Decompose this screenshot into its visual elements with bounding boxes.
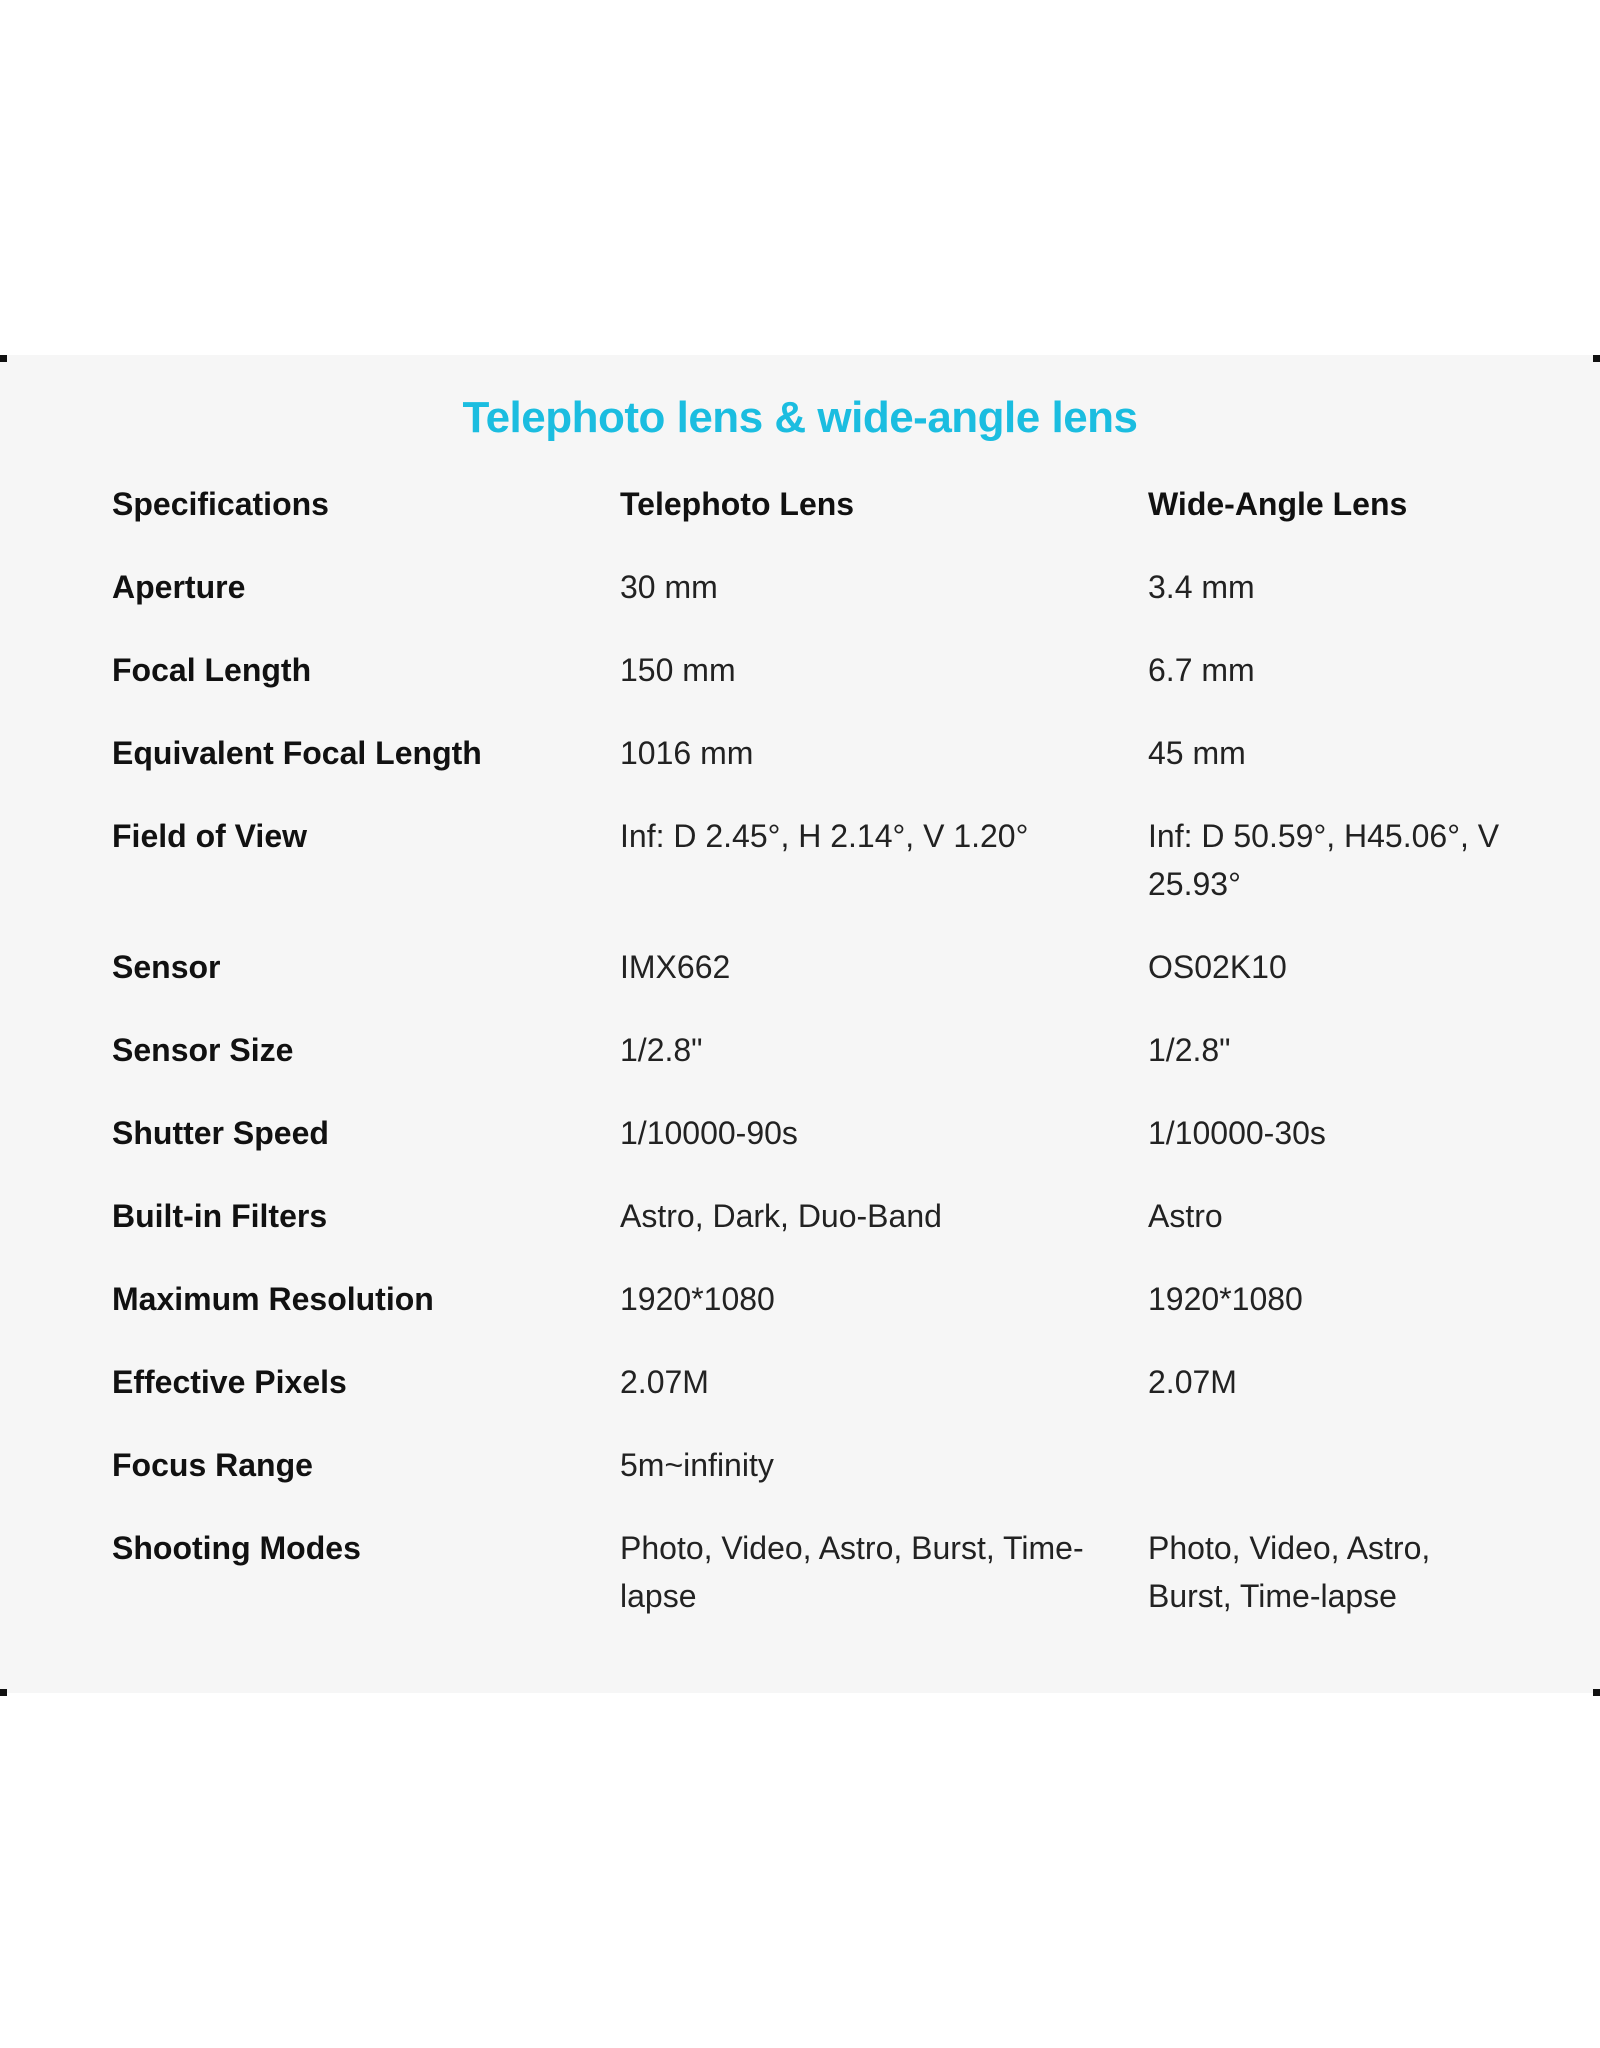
telephoto-value: 1/2.8" [620, 1032, 703, 1068]
page-title: Telephoto lens & wide-angle lens [462, 393, 1138, 442]
corner-mark [0, 1689, 7, 1696]
telephoto-value: IMX662 [620, 949, 731, 985]
corner-mark [1593, 355, 1600, 362]
wide-angle-value: 45 mm [1148, 735, 1246, 771]
row-label: Effective Pixels [112, 1364, 347, 1400]
wide-angle-value [1148, 1441, 1512, 1524]
row-label: Focal Length [112, 652, 312, 688]
wide-angle-value: 2.07M [1148, 1364, 1237, 1400]
row-label: Maximum Resolution [112, 1281, 434, 1317]
table-row [112, 1358, 1512, 1441]
table-row [112, 563, 1512, 646]
telephoto-value: 2.07M [620, 1364, 709, 1400]
table-row [112, 1524, 1512, 1620]
header-specifications: Specifications [112, 486, 329, 522]
table-row [112, 943, 1512, 1026]
telephoto-value: Photo, Video, Astro, Burst, Time-lapse [620, 1530, 1084, 1614]
telephoto-value: 1/10000-90s [620, 1115, 798, 1151]
telephoto-value: Astro, Dark, Duo-Band [620, 1198, 942, 1234]
wide-angle-value: Astro [1148, 1198, 1223, 1234]
row-label: Equivalent Focal Length [112, 735, 482, 771]
telephoto-value: 1920*1080 [620, 1281, 775, 1317]
table-row [112, 1275, 1512, 1358]
telephoto-value: 5m~infinity [620, 1447, 774, 1483]
table-row [112, 1192, 1512, 1275]
corner-mark [0, 355, 7, 362]
table-row [112, 729, 1512, 812]
header-telephoto-lens: Telephoto Lens [620, 486, 855, 522]
wide-angle-value: 1/2.8" [1148, 1032, 1231, 1068]
telephoto-value: Inf: D 2.45°, H 2.14°, V 1.20° [620, 818, 1029, 854]
table-row [112, 812, 1512, 943]
wide-angle-value: OS02K10 [1148, 949, 1287, 985]
row-label: Shutter Speed [112, 1115, 329, 1151]
row-label: Field of View [112, 818, 307, 854]
wide-angle-value: 1/10000-30s [1148, 1115, 1326, 1151]
wide-angle-value: 1920*1080 [1148, 1281, 1303, 1317]
table-header-row [112, 480, 1512, 563]
wide-angle-value: Inf: D 50.59°, H45.06°, V 25.93° [1148, 818, 1500, 902]
table-row [112, 646, 1512, 729]
table-row [112, 1109, 1512, 1192]
header-wide-angle-lens: Wide-Angle Lens [1148, 486, 1408, 522]
wide-angle-value: Photo, Video, Astro, Burst, Time-lapse [1148, 1530, 1431, 1614]
telephoto-value: 150 mm [620, 652, 736, 688]
corner-mark [1593, 1689, 1600, 1696]
table-row [112, 1441, 1512, 1524]
wide-angle-value: 3.4 mm [1148, 569, 1255, 605]
row-label: Shooting Modes [112, 1530, 361, 1566]
table-row [112, 1026, 1512, 1109]
row-label: Aperture [112, 569, 246, 605]
spec-table [112, 480, 1512, 1620]
row-label: Sensor [112, 949, 221, 985]
row-label: Focus Range [112, 1447, 313, 1483]
row-label: Built-in Filters [112, 1198, 328, 1234]
telephoto-value: 30 mm [620, 569, 718, 605]
telephoto-value: 1016 mm [620, 735, 754, 771]
wide-angle-value: 6.7 mm [1148, 652, 1255, 688]
row-label: Sensor Size [112, 1032, 294, 1068]
